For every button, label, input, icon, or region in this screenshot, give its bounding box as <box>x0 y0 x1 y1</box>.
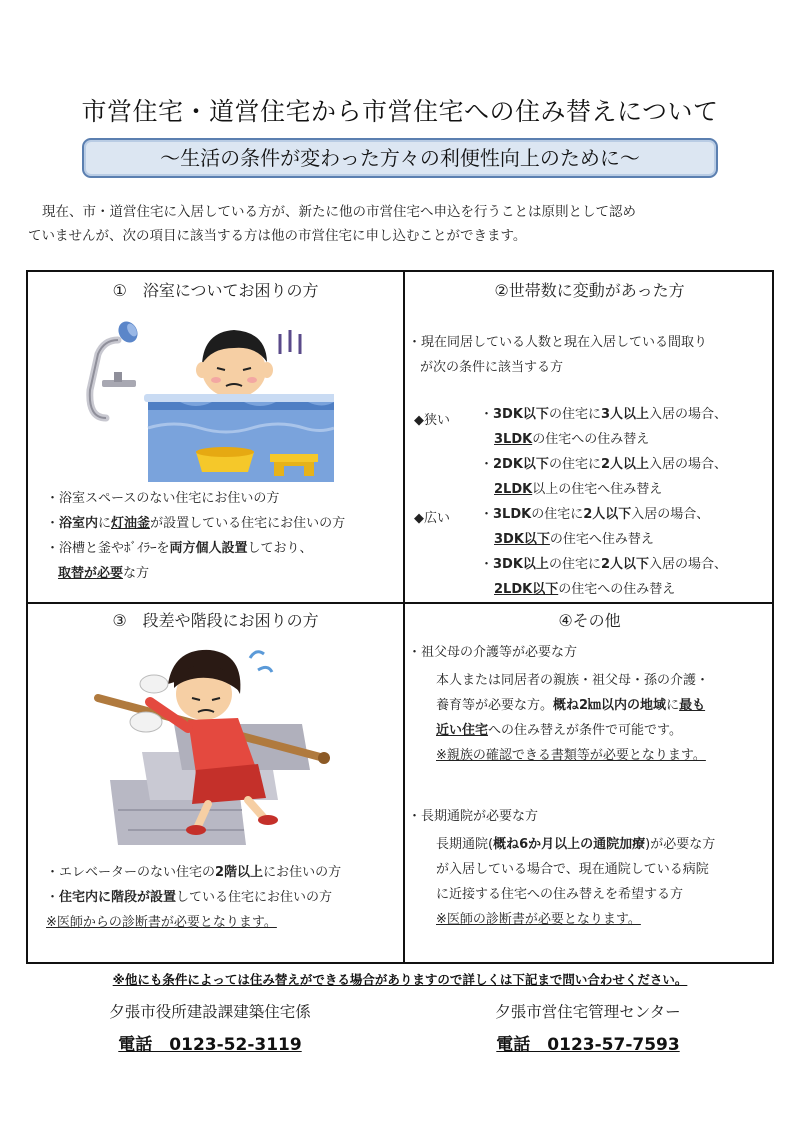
bath-item-2: ・浴室内に灯油釜が設置している住宅にお住いの方 <box>46 516 346 531</box>
stairs-illustration <box>88 640 338 845</box>
care-title: ・祖父母の介護等が必要な方 <box>408 645 578 660</box>
rule-3-result: 3DK以下の住宅へ住み替え <box>494 532 654 547</box>
bath-item-3-cont: 取替が必要な方 <box>58 566 150 581</box>
person-in-bath-icon <box>196 330 300 398</box>
bath-illustration <box>84 310 334 482</box>
rule-4: ・3DK以上の住宅に2人以下入居の場合、 <box>480 557 728 572</box>
footer-note: ※他にも条件によっては住み替えができる場合がありますので詳しくは下記まで問い合わせください。 <box>112 972 688 987</box>
care-line-1: 本人または同居者の親族・祖父母・孫の介護・ <box>436 673 710 688</box>
bath-item-1: ・浴室スペースのない住宅にお住いの方 <box>46 491 280 506</box>
rule-2-result: 2LDK以上の住宅へ住み替え <box>494 482 663 497</box>
household-lead-2: が次の条件に該当する方 <box>420 360 564 375</box>
subtitle-banner: ～生活の条件が変わった方々の利便性向上のために～ <box>82 138 718 178</box>
care-line-2: 養育等が必要な方。概ね2㎞以内の地域に最も <box>436 698 706 713</box>
section-stairs-heading: ③ 段差や階段にお困りの方 <box>112 611 319 630</box>
intro-line-2: ていませんが、次の項目に該当する方は他の市営住宅に申し込むことができます。 <box>28 228 527 244</box>
section-household-heading: ②世帯数に変動があった方 <box>494 281 685 300</box>
rule-2: ・2DK以下の住宅に2人以上入居の場合、 <box>480 457 728 472</box>
section-bath-heading: ① 浴室についてお困りの方 <box>112 281 319 300</box>
hospital-note: ※医師の診断書が必要となります。 <box>436 912 641 927</box>
conditions-grid <box>26 270 774 964</box>
contact-tel-1[interactable]: 電話 0123-52-3119 <box>118 1035 302 1055</box>
stairs-item-1: ・エレベーターのない住宅の2階以上にお住いの方 <box>46 865 342 880</box>
grid-divider-horizontal <box>28 602 772 604</box>
hospital-title: ・長期通院が必要な方 <box>408 809 539 824</box>
contact-org-2: 夕張市営住宅管理センター <box>495 1003 681 1021</box>
contact-org-1: 夕張市役所建設課建築住宅係 <box>109 1003 311 1021</box>
hospital-line-1: 長期通院(概ね6か月以上の通院加療)が必要な方 <box>436 837 716 852</box>
page-title: 市営住宅・道営住宅から市営住宅への住み替えについて <box>81 97 719 126</box>
intro-line-1: 現在、市・道営住宅に入居している方が、新たに他の市営住宅へ申込を行うことは原則として認め <box>42 204 636 220</box>
rule-1-result: 3LDKの住宅への住み替え <box>494 432 650 447</box>
stairs-item-2: ・住宅内に階段が設置している住宅にお住いの方 <box>46 890 333 905</box>
household-lead-1: ・現在同居している人数と現在入居している間取り <box>408 335 708 350</box>
narrow-label: ◆狭い <box>414 413 450 428</box>
rule-4-result: 2LDK以下の住宅への住み替え <box>494 582 676 597</box>
hospital-line-3: に近接する住宅への住み替えを希望する方 <box>436 887 684 902</box>
bath-item-3: ・浴槽と釜やﾎﾞｲﾗｰを両方個人設置しており、 <box>46 541 313 556</box>
rule-3: ・3LDKの住宅に2人以下入居の場合、 <box>480 507 710 522</box>
rule-1: ・3DK以下の住宅に3人以上入居の場合、 <box>480 407 728 422</box>
shower-icon <box>90 318 141 418</box>
care-note: ※親族の確認できる書類等が必要となります。 <box>436 748 706 763</box>
hospital-line-2: が入居している場合で、現在通院している病院 <box>436 862 709 877</box>
intro-text <box>28 200 772 248</box>
wide-label: ◆広い <box>414 511 450 526</box>
care-line-3: 近い住宅への住み替えが条件で可能です。 <box>436 723 682 738</box>
section-other-heading: ④その他 <box>558 611 621 630</box>
stairs-note: ※医師からの診断書が必要となります。 <box>46 915 277 930</box>
contact-tel-2[interactable]: 電話 0123-57-7593 <box>496 1035 680 1055</box>
